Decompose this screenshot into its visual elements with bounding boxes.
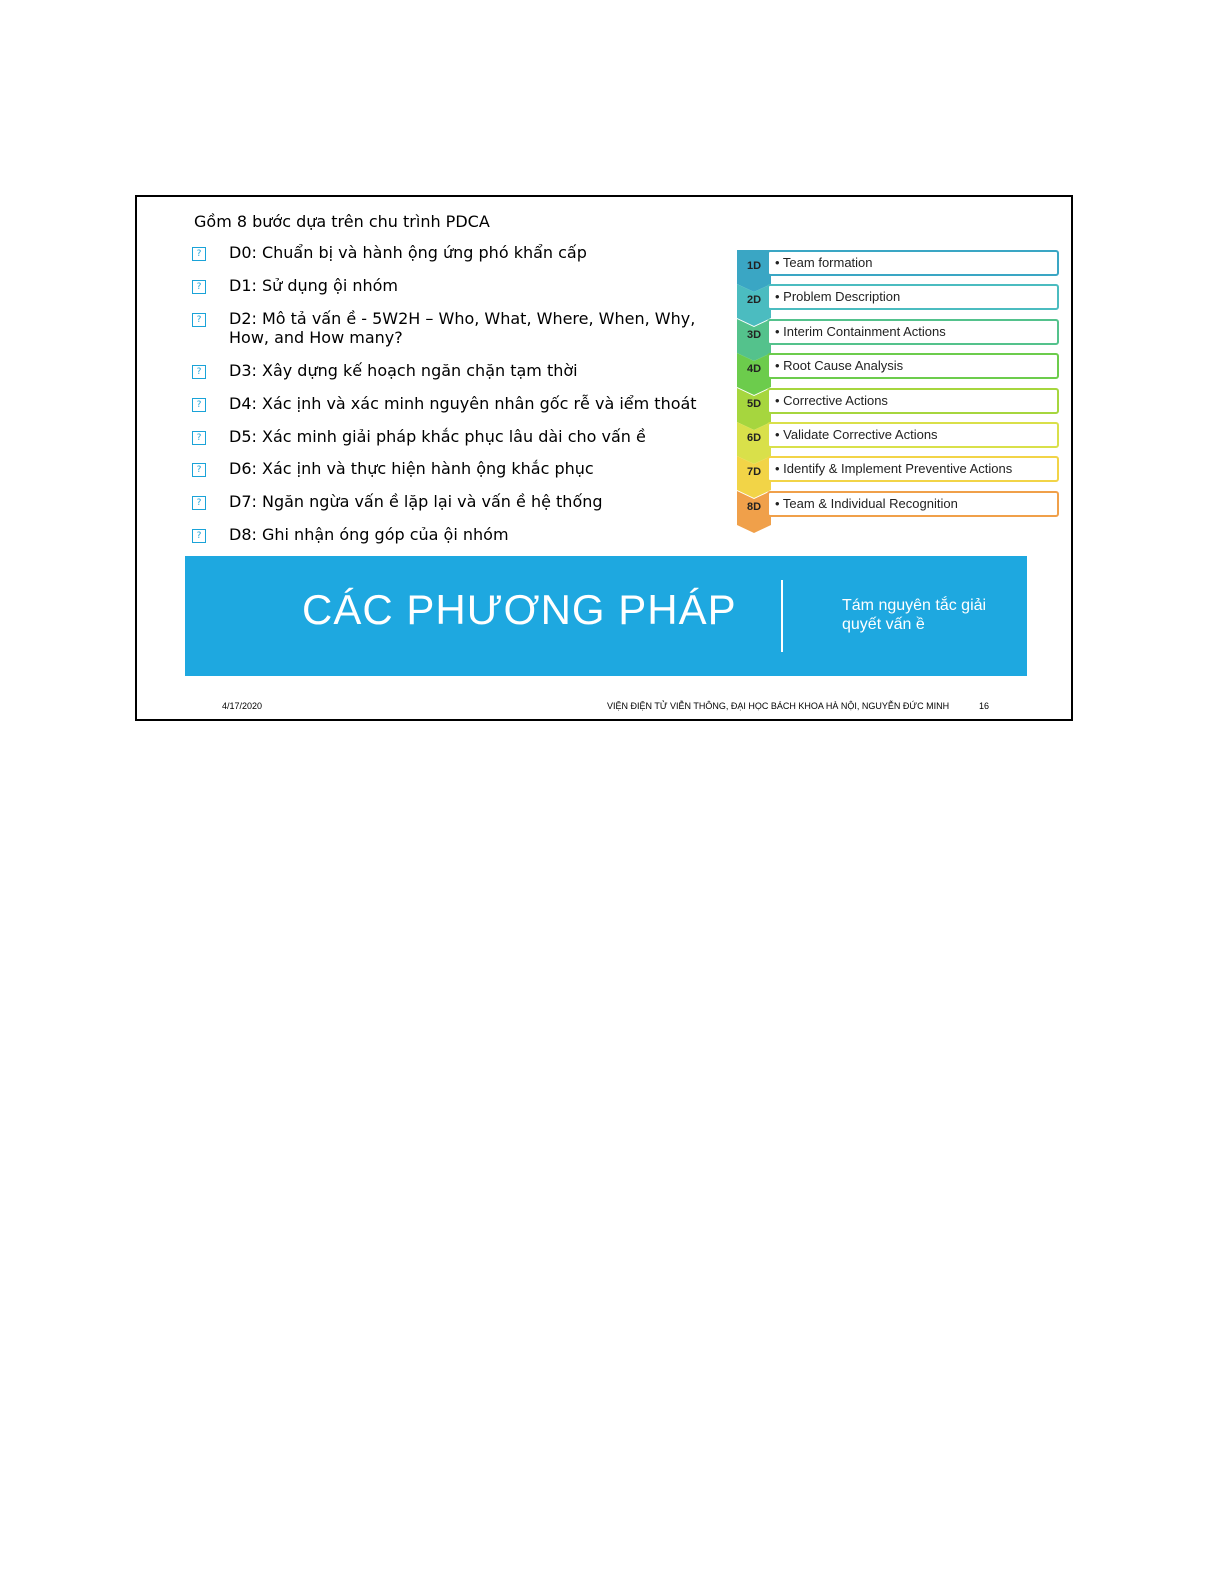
title-banner: [185, 556, 1027, 676]
diagram-code: 4D: [746, 363, 762, 376]
step-text: D6: Xác ịnh và thực hiện hành ộng khắc phục: [229, 459, 594, 478]
step-item: [192, 276, 712, 295]
step-text: D8: Ghi nhận óng góp của ội nhóm: [229, 525, 509, 544]
step-text: D7: Ngăn ngừa vấn ề lặp lại và vấn ề hệ thống: [229, 492, 603, 511]
diagram-label: • Team formation: [767, 250, 1059, 276]
diagram-label: • Validate Corrective Actions: [767, 422, 1059, 448]
diagram-label: • Interim Containment Actions: [767, 319, 1059, 345]
step-item: [192, 361, 712, 380]
step-item: [192, 492, 712, 511]
step-text: D1: Sử dụng ội nhóm: [229, 276, 399, 295]
diagram-label: • Team & Individual Recognition: [767, 491, 1059, 517]
diagram-step-2d: [737, 284, 1062, 314]
diagram-step-7d: [737, 456, 1062, 486]
step-text: D5: Xác minh giải pháp khắc phục lâu dài cho vấn ề: [229, 427, 646, 446]
diagram-code: 3D: [746, 328, 762, 341]
bullet-icon: ?: [192, 247, 206, 261]
diagram-code: 5D: [746, 397, 762, 410]
diagram-label: • Identify & Implement Preventive Actions: [767, 456, 1059, 482]
diagram-label: • Corrective Actions: [767, 388, 1059, 414]
banner-subtitle: Tám nguyên tắc giải quyết vấn ề: [842, 597, 987, 633]
diagram-label: • Root Cause Analysis: [767, 353, 1059, 379]
step-item: [192, 394, 712, 413]
footer-organization: VIỆN ĐIỆN TỬ VIỄN THÔNG, ĐẠI HỌC BÁCH KHOA HÀ NỘI, NGUYỄN ĐỨC MINH: [607, 701, 950, 711]
slide: [135, 195, 1073, 721]
step-item: [192, 525, 712, 544]
bullet-icon: ?: [192, 398, 206, 412]
diagram-code: 8D: [746, 500, 762, 513]
step-text: D4: Xác ịnh và xác minh nguyên nhân gốc rễ và iểm thoát: [229, 394, 697, 413]
intro-text: Gồm 8 bước dựa trên chu trình PDCA: [194, 212, 490, 231]
bullet-icon: ?: [192, 280, 206, 294]
diagram-step-3d: [737, 319, 1062, 349]
diagram-code: 1D: [746, 260, 762, 272]
diagram-code: 6D: [746, 432, 762, 444]
8d-diagram: [737, 250, 1062, 535]
diagram-step-4d: [737, 353, 1062, 383]
step-text: D0: Chuẩn bị và hành ộng ứng phó khẩn cấp: [229, 243, 587, 262]
bullet-icon: ?: [192, 529, 206, 543]
banner-divider: [781, 580, 783, 652]
bullet-icon: ?: [192, 431, 206, 445]
banner-title: CÁC PHƯƠNG PHÁP: [302, 586, 737, 633]
chevron-shape: [737, 491, 771, 535]
diagram-step-1d: [737, 250, 1062, 280]
footer-date: 4/17/2020: [222, 701, 263, 711]
step-item: [192, 459, 712, 478]
diagram-step-8d: [737, 491, 1062, 521]
bullet-icon: ?: [192, 463, 206, 477]
bullet-icon: ?: [192, 365, 206, 379]
footer-page-number: 16: [979, 701, 990, 711]
step-text: D3: Xây dựng kế hoạch ngăn chặn tạm thời: [229, 361, 578, 380]
diagram-code: 2D: [746, 294, 762, 307]
step-item: [192, 243, 712, 262]
diagram-code: 7D: [746, 466, 762, 479]
diagram-step-5d: [737, 388, 1062, 418]
step-text: D2: Mô tả vấn ề - 5W2H – Who, What, Where, When, Why, How, and How many?: [229, 309, 696, 347]
bullet-icon: ?: [192, 313, 206, 327]
diagram-label: • Problem Description: [767, 284, 1059, 310]
step-item: [192, 427, 712, 446]
step-item: [192, 309, 712, 347]
bullet-icon: ?: [192, 496, 206, 510]
diagram-step-6d: [737, 422, 1062, 452]
